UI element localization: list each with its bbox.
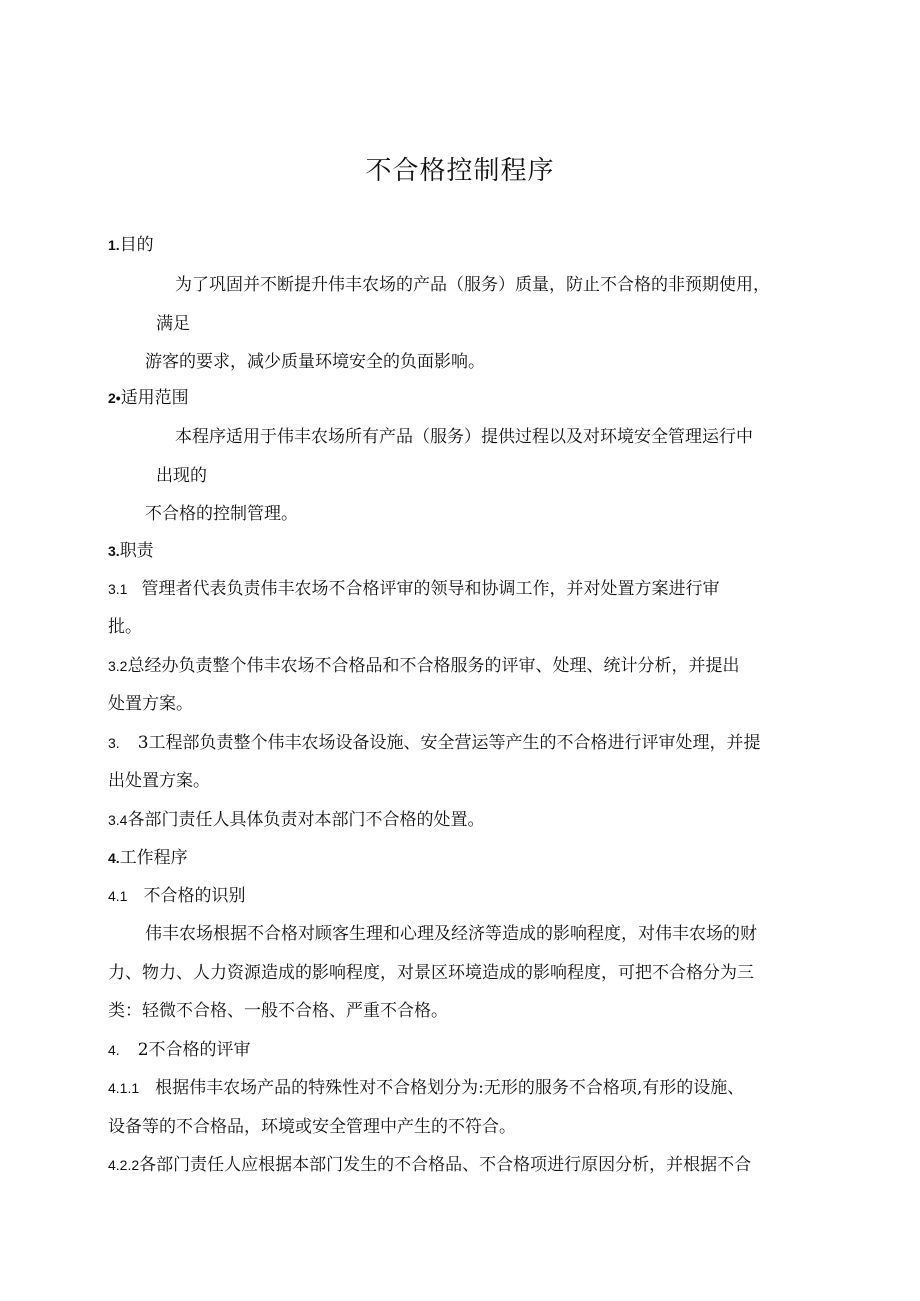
paragraph-line: 游客的要求，减少质量环境安全的负面影响。 — [145, 352, 485, 372]
paragraph-line: 出处置方案。 — [108, 771, 210, 791]
section-heading-4: 4.工作程序 — [108, 848, 188, 868]
paragraph-line: 出现的 — [156, 466, 207, 486]
item-4-1-1: 4.1.1 根据伟丰农场产品的特殊性对不合格划分为:无形的服务不合格项,有形的设施、 — [108, 1078, 745, 1098]
paragraph-line: 处置方案。 — [108, 694, 193, 714]
item-4-2-2: 4.2.2各部门责任人应根据本部门发生的不合格品、不合格项进行原因分析，并根据不合 — [108, 1155, 752, 1175]
paragraph-line: 为了巩固并不断提升伟丰农场的产品（服务）质量，防止不合格的非预期使用， — [175, 275, 770, 295]
item-4-1: 4.1 不合格的识别 — [108, 886, 246, 906]
item-3-4: 3.4各部门责任人具体负责对本部门不合格的处置。 — [108, 810, 485, 830]
paragraph-line: 满足 — [156, 314, 190, 334]
section-heading-1: 1.目的 — [108, 235, 154, 255]
paragraph-line: 力、物力、人力资源造成的影响程度，对景区环境造成的影响程度，可把不合格分为三 — [108, 963, 754, 983]
paragraph-line: 类：轻微不合格、一般不合格、严重不合格。 — [108, 1001, 448, 1021]
paragraph-line: 设备等的不合格品，环境或安全管理中产生的不符合。 — [108, 1117, 516, 1137]
item-4-2: 4. 2不合格的评审 — [108, 1040, 251, 1060]
section-heading-3: 3.职责 — [108, 541, 154, 561]
paragraph-line: 批。 — [108, 617, 142, 637]
paragraph-line: 伟丰农场根据不合格对顾客生理和心理及经济等造成的影响程度，对伟丰农场的财 — [145, 924, 757, 944]
item-3-1: 3.1 管理者代表负责伟丰农场不合格评审的领导和协调工作，并对处置方案进行审 — [108, 579, 720, 599]
item-3-2: 3.2总经办负责整个伟丰农场不合格品和不合格服务的评审、处理、统计分析，并提出 — [108, 656, 740, 676]
section-heading-2: 2•适用范围 — [108, 388, 189, 408]
paragraph-line: 不合格的控制管理。 — [145, 504, 298, 524]
document-title: 不合格控制程序 — [365, 156, 555, 186]
paragraph-line: 本程序适用于伟丰农场所有产品（服务）提供过程以及对环境安全管理运行中 — [175, 427, 753, 447]
item-3-3: 3. 3工程部负责整个伟丰农场设备设施、安全营运等产生的不合格进行评审处理，并提 — [108, 733, 761, 753]
